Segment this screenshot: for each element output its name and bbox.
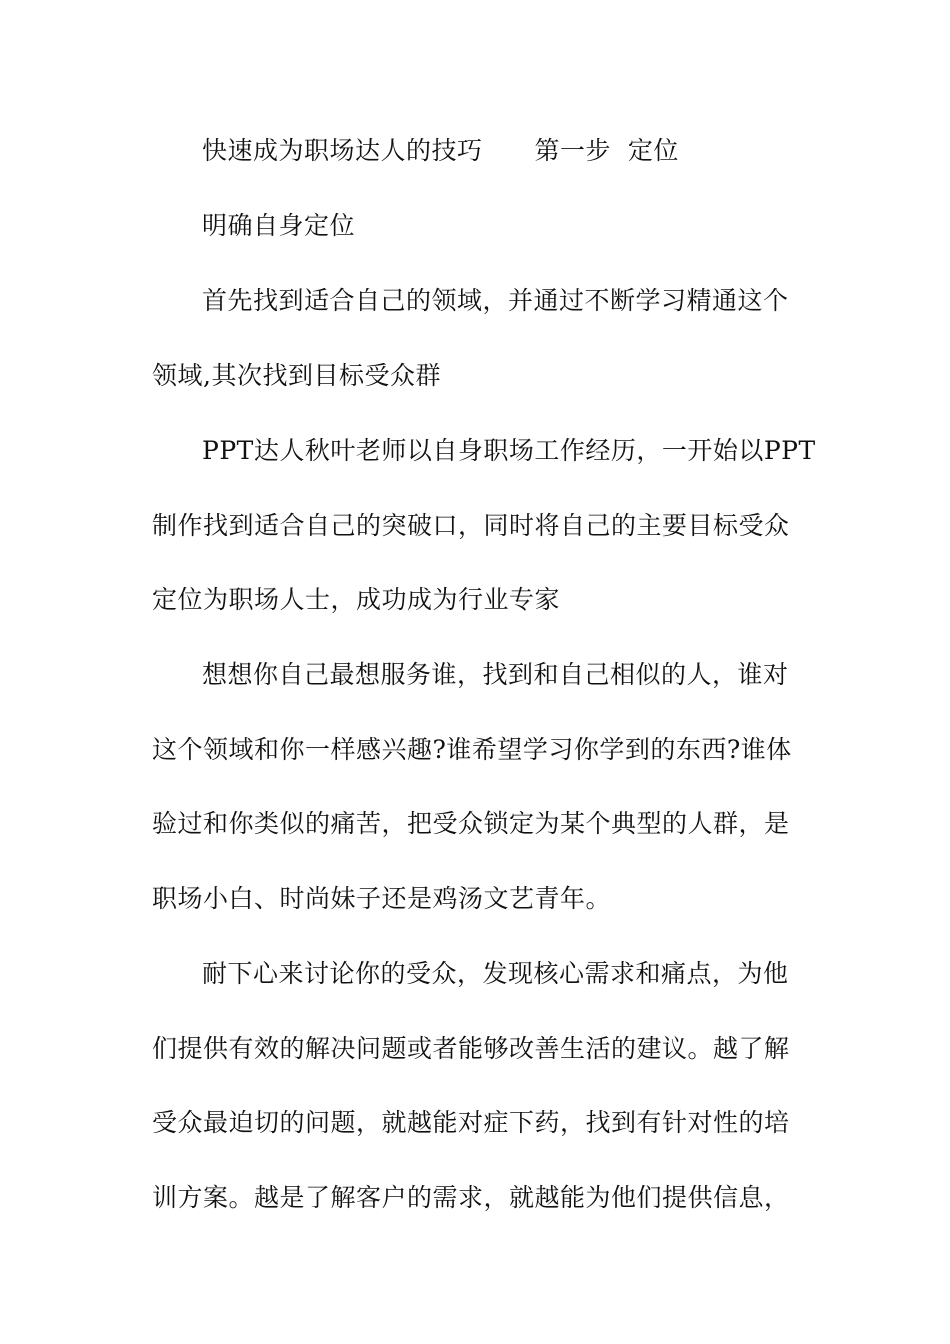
title-line xyxy=(202,136,862,166)
paragraph-4-line-2: 们提供有效的解决问题或者能够改善生活的建议。越了解 xyxy=(152,1034,790,1063)
paragraph-2-line-3: 定位为职场人士，成功成为行业专家 xyxy=(152,585,561,614)
paragraph-4-line-4: 训方案。越是了解客户的需求，就越能为他们提供信息， xyxy=(152,1183,790,1212)
paragraph-1-line-2: 领域,其次找到目标受众群 xyxy=(152,361,441,390)
paragraph-4-line-3: 受众最迫切的问题，就越能对症下药，找到有针对性的培 xyxy=(152,1108,790,1137)
paragraph-4-line-1: 耐下心来讨论你的受众，发现核心需求和痛点，为他 xyxy=(202,959,789,988)
section-heading: 明确自身定位 xyxy=(202,211,356,240)
step-label: 第一步 定位 xyxy=(534,136,679,165)
paragraph-1-line-1: 首先找到适合自己的领域，并通过不断学习精通这个 xyxy=(202,286,789,315)
paragraph-2-line-1: PPT达人秋叶老师以自身职场工作经历，一开始以PPT xyxy=(202,436,816,465)
paragraph-3-line-4: 职场小白、时尚妹子还是鸡汤文艺青年。 xyxy=(152,884,612,913)
paragraph-2-line-2: 制作找到适合自己的突破口，同时将自己的主要目标受众 xyxy=(152,511,790,540)
paragraph-3-line-2: 这个领域和你一样感兴趣?谁希望学习你学到的东西?谁体 xyxy=(152,735,792,764)
paragraph-3-line-1: 想想你自己最想服务谁，找到和自己相似的人，谁对 xyxy=(202,660,789,689)
document-title: 快速成为职场达人的技巧 xyxy=(202,136,483,165)
paragraph-3-line-3: 验过和你类似的痛苦，把受众锁定为某个典型的人群，是 xyxy=(152,809,790,838)
